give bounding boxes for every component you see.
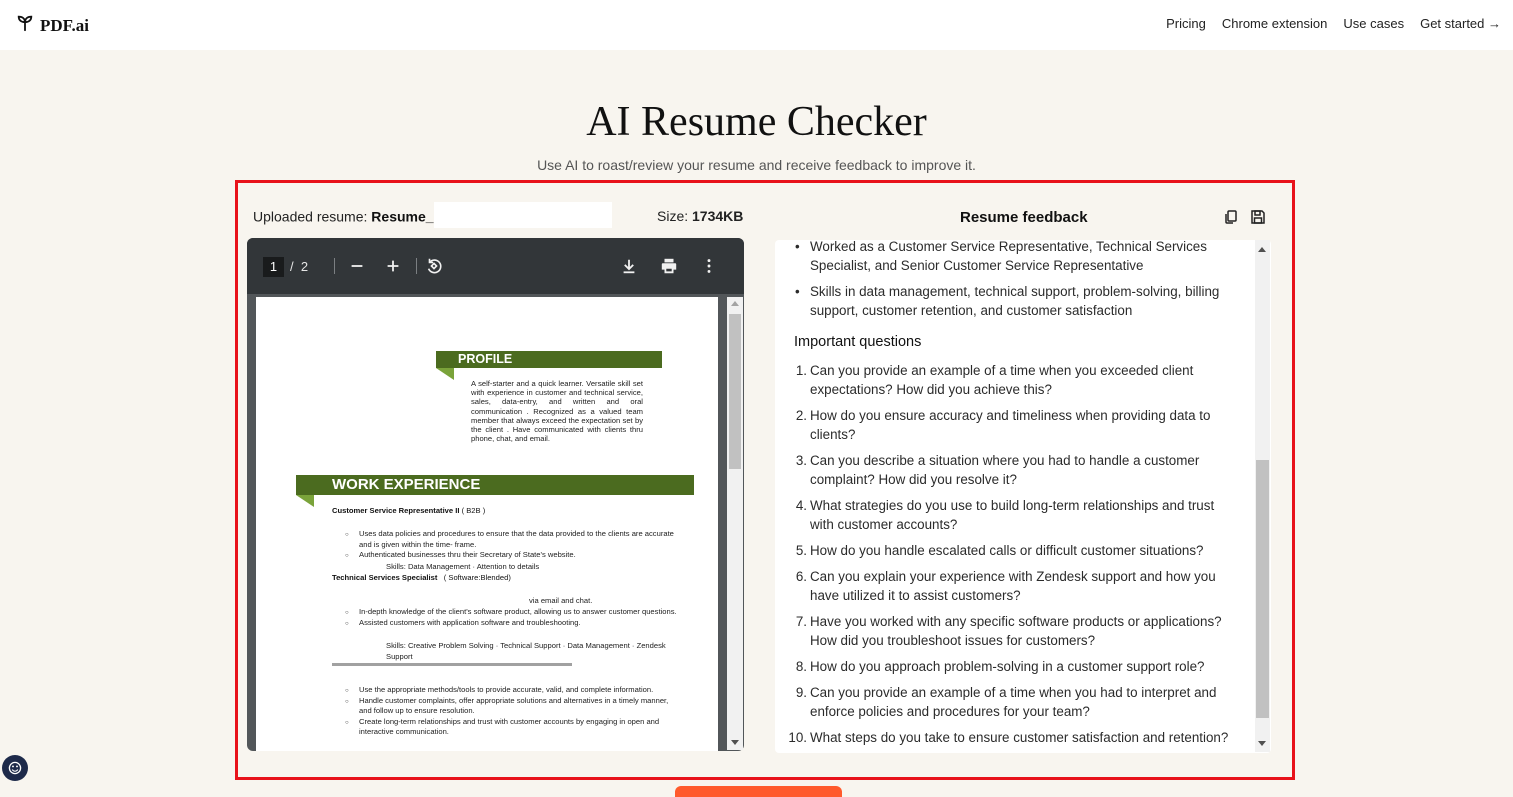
question-item (795, 406, 1240, 444)
pdf-scrollbar[interactable] (727, 297, 743, 750)
feedback-scroll-thumb[interactable] (1256, 460, 1269, 718)
save-icon[interactable] (1250, 209, 1266, 225)
job1-skills: Skills: Data Management · Attention to details (386, 562, 540, 571)
work-ribbon-fold (296, 495, 314, 507)
question-text: Can you provide an example of a time when you had to interpret and enforce policies and procedures for your team? (810, 685, 1217, 719)
question-number: 5. (795, 543, 807, 558)
question-item (795, 541, 1240, 560)
job1-bullets (359, 529, 679, 561)
question-number: 6. (795, 569, 807, 584)
scroll-down-arrow[interactable] (731, 740, 739, 745)
list-item: ○ In-depth knowledge of the client's software product, allowing us to answer customer questions. (359, 607, 679, 618)
job1-tag: ( B2B ) (461, 506, 486, 515)
question-number: 9. (795, 685, 807, 700)
job3-bullets (359, 685, 679, 738)
question-number: 3. (795, 453, 807, 468)
work-experience-heading: WORK EXPERIENCE (296, 475, 694, 495)
toolbar-divider (334, 258, 335, 274)
feedback-scrollbar[interactable] (1255, 240, 1270, 752)
scroll-down-arrow[interactable] (1258, 741, 1266, 746)
nav-chrome-extension[interactable]: Chrome extension (1221, 16, 1328, 31)
question-text: How do you ensure accuracy and timeliness when providing data to clients? (810, 408, 1211, 442)
questions-heading: Important questions (794, 334, 922, 350)
list-item: • Skills in data management, technical support, problem-solving, billing support, customer retention, and customer satisfaction (810, 282, 1240, 320)
question-item (795, 657, 1240, 676)
total-pages: 2 (300, 259, 309, 274)
nav-links (1166, 16, 1501, 31)
question-item (795, 612, 1240, 650)
profile-ribbon-fold (436, 368, 454, 380)
uploaded-resume-filename: Resume_ (371, 208, 434, 225)
toolbar-divider (416, 258, 417, 274)
question-number: 2. (795, 408, 807, 423)
question-number: 4. (795, 498, 807, 513)
sprout-icon (16, 14, 34, 37)
minus-icon[interactable] (345, 254, 369, 278)
feedback-panel (775, 240, 1271, 753)
job2-skills: Skills: Creative Problem Solving · Technical Support · Data Management · Zendesk Support (386, 641, 666, 661)
print-icon[interactable] (657, 254, 681, 278)
question-text: What strategies do you use to build long-term relationships and trust with customer accounts? (810, 498, 1215, 532)
pdf-viewer (247, 238, 744, 751)
job2-tag: ( Software:Blended) (443, 573, 511, 582)
page-count (290, 259, 308, 274)
copy-icon[interactable] (1223, 209, 1239, 225)
page-subtitle: Use AI to roast/review your resume and receive feedback to improve it. (537, 157, 976, 173)
primary-cta-button[interactable] (675, 786, 842, 797)
question-text: Can you explain your experience with Zendesk support and how you have utilized it to assist customers? (810, 569, 1216, 603)
nav-use-cases[interactable]: Use cases (1343, 16, 1405, 31)
question-item (795, 567, 1240, 605)
question-item (795, 451, 1240, 489)
cut-off-text-line (332, 663, 572, 666)
cookie-settings-icon[interactable] (2, 755, 28, 781)
job2-channel: via email and chat. (529, 596, 593, 605)
job2-bullets (359, 607, 679, 628)
profile-section-heading: PROFILE (436, 351, 662, 368)
feedback-content (775, 240, 1253, 753)
feedback-title: Resume feedback (960, 209, 1088, 226)
job2-title (332, 573, 511, 582)
question-item (795, 496, 1240, 534)
question-text: Can you describe a situation where you had to handle a customer complaint? How did you resolve it? (810, 453, 1200, 487)
uploaded-resume-label: Uploaded resume: (253, 208, 372, 225)
list-item: ○ Assisted customers with application software and troubleshooting. (359, 618, 679, 629)
scroll-up-arrow[interactable] (731, 301, 739, 306)
pdf-scroll-thumb[interactable] (729, 314, 741, 469)
download-icon[interactable] (617, 254, 641, 278)
questions-list (788, 361, 1240, 753)
list-item: ○ Authenticated businesses thru their Secretary of State's website. (359, 550, 679, 561)
pdf-toolbar (247, 238, 744, 294)
page-number-input[interactable]: 1 (263, 257, 284, 277)
question-item (795, 361, 1240, 399)
plus-icon[interactable] (381, 254, 405, 278)
question-item (788, 728, 1240, 747)
question-number: 8. (795, 659, 807, 674)
scroll-up-arrow[interactable] (1258, 247, 1266, 252)
question-text: How do you handle escalated calls or difficult customer situations? (810, 543, 1204, 558)
list-item: ○ Use the appropriate methods/tools to provide accurate, valid, and complete information. (359, 685, 679, 696)
list-item: ○ Handle customer complaints, offer appropriate solutions and alternatives in a timely manner, and follow up to ensure resolution. (359, 696, 679, 717)
file-size-value: 1734KB (692, 208, 744, 224)
nav-pricing[interactable]: Pricing (1166, 16, 1206, 31)
question-text: How do you approach problem-solving in a customer support role? (810, 659, 1205, 674)
question-item (795, 683, 1240, 721)
job1-title-text: Customer Service Representative II (332, 506, 460, 515)
question-text: What steps do you take to ensure customer satisfaction and retention? (810, 730, 1229, 745)
page-title: AI Resume Checker (586, 99, 927, 145)
top-navbar (0, 0, 1513, 50)
nav-get-started[interactable]: Get started → (1420, 16, 1501, 31)
list-item: • Worked as a Customer Service Representative, Technical Services Specialist, and Senior Customer Service Representative (810, 240, 1240, 275)
pdf-page (256, 297, 718, 751)
filename-redaction (434, 202, 612, 228)
uploaded-resume-info (253, 208, 612, 228)
job1-title (332, 506, 485, 515)
question-text: Can you provide an example of a time when you exceeded client expectations? How did you achieve this? (810, 363, 1194, 397)
question-number: 10. (788, 730, 807, 745)
brand-logo[interactable] (16, 14, 89, 37)
brand-name: PDF.ai (40, 15, 89, 35)
question-number: 7. (795, 614, 807, 629)
page-separator: / (290, 259, 294, 274)
rotate-icon[interactable] (422, 254, 446, 278)
profile-text: A self-starter and a quick learner. Versatile skill set with experience in customer and technical service, sales, data-entry, and written and oral communication . Recognized as a valued team member that always exceed the expectation set by the client . Have communicated with clients thru phone, chat, and email. (471, 379, 643, 444)
file-size-label: Size: (657, 208, 693, 224)
file-size-info (657, 208, 743, 224)
list-item: ○ Create long-term relationships and trust with customer accounts by engaging in open and interactive communication. (359, 717, 679, 738)
feedback-summary-list (810, 240, 1240, 327)
more-vertical-icon[interactable] (697, 254, 721, 278)
question-text: Have you worked with any specific software products or applications? How did you troubleshoot issues for customers? (810, 614, 1222, 648)
job2-title-text: Technical Services Specialist (332, 573, 438, 582)
list-item: ○ Uses data policies and procedures to ensure that the data provided to the clients are accurate and is given within the time- frame. (359, 529, 679, 550)
question-number: 1. (795, 363, 807, 378)
